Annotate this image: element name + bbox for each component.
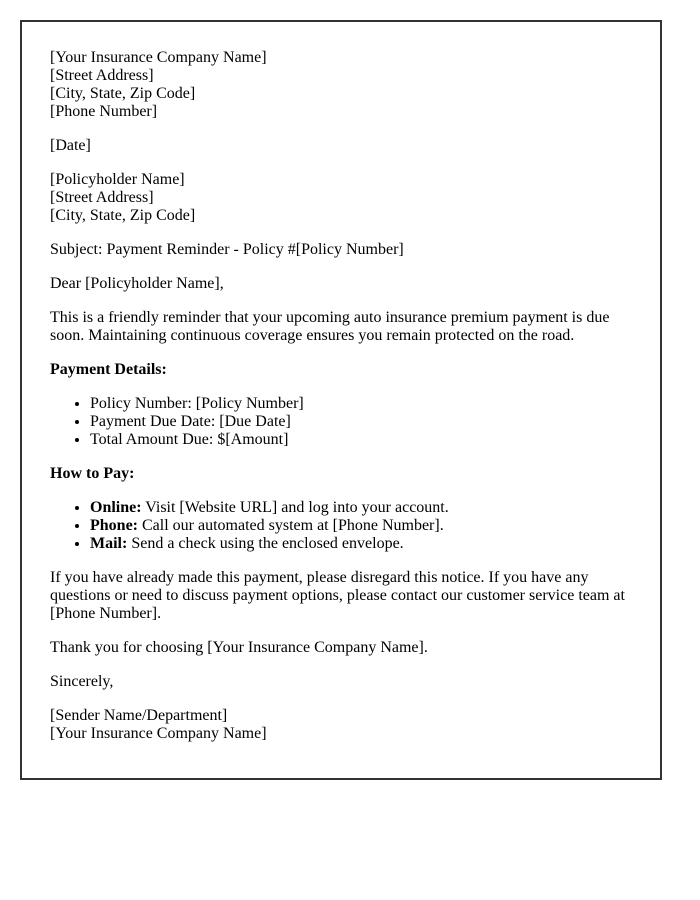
closing-line: Sincerely, — [50, 673, 114, 690]
letter-document — [20, 20, 662, 780]
recipient-city-state-zip: [City, State, Zip Code] — [50, 207, 196, 224]
payment-detail-policy-number: • Policy Number: [Policy Number] — [90, 395, 632, 413]
recipient-address-block — [50, 171, 632, 225]
intro-paragraph: This is a friendly reminder that your upcoming auto insurance premium payment is due soon. Maintaining continuous coverage ensures you remain protected on the road. — [50, 309, 610, 344]
pay-mail-text: Send a check using the enclosed envelope. — [127, 535, 404, 552]
recipient-name: [Policyholder Name] — [50, 171, 185, 188]
recipient-street-address: [Street Address] — [50, 189, 154, 206]
signature-block — [50, 707, 632, 743]
pay-mail-label: Mail: — [90, 535, 128, 552]
salutation: Dear [Policyholder Name], — [50, 275, 224, 292]
payment-detail-due-date: • Payment Due Date: [Due Date] — [90, 413, 632, 431]
how-to-pay-list — [50, 499, 632, 553]
signature-sender-name: [Sender Name/Department] — [50, 707, 228, 724]
payment-details-list — [50, 395, 632, 449]
pay-online-label: Online: — [90, 499, 142, 516]
how-to-pay-mail — [90, 535, 632, 553]
how-to-pay-online — [90, 499, 632, 517]
pay-phone-label: Phone: — [90, 517, 138, 534]
payment-details-heading: Payment Details: — [50, 361, 167, 378]
payment-detail-amount-due: • Total Amount Due: $[Amount] — [90, 431, 632, 449]
thank-you-line: Thank you for choosing [Your Insurance Company Name]. — [50, 639, 428, 656]
sender-city-state-zip: [City, State, Zip Code] — [50, 85, 196, 102]
sender-company-name: [Your Insurance Company Name] — [50, 49, 267, 66]
date-line: [Date] — [50, 137, 91, 154]
sender-street-address: [Street Address] — [50, 67, 154, 84]
sender-address-block — [50, 49, 632, 121]
how-to-pay-phone — [90, 517, 632, 535]
pay-online-text: Visit [Website URL] and log into your account. — [141, 499, 449, 516]
sender-phone-number: [Phone Number] — [50, 103, 158, 120]
pay-phone-text: Call our automated system at [Phone Number]. — [138, 517, 444, 534]
signature-company-name: [Your Insurance Company Name] — [50, 725, 267, 742]
disregard-paragraph: If you have already made this payment, please disregard this notice. If you have any questions or need to discuss payment options, please contact our customer service team at [Phone Number]. — [50, 569, 625, 622]
subject-line: Subject: Payment Reminder - Policy #[Policy Number] — [50, 241, 404, 258]
how-to-pay-heading: How to Pay: — [50, 465, 135, 482]
